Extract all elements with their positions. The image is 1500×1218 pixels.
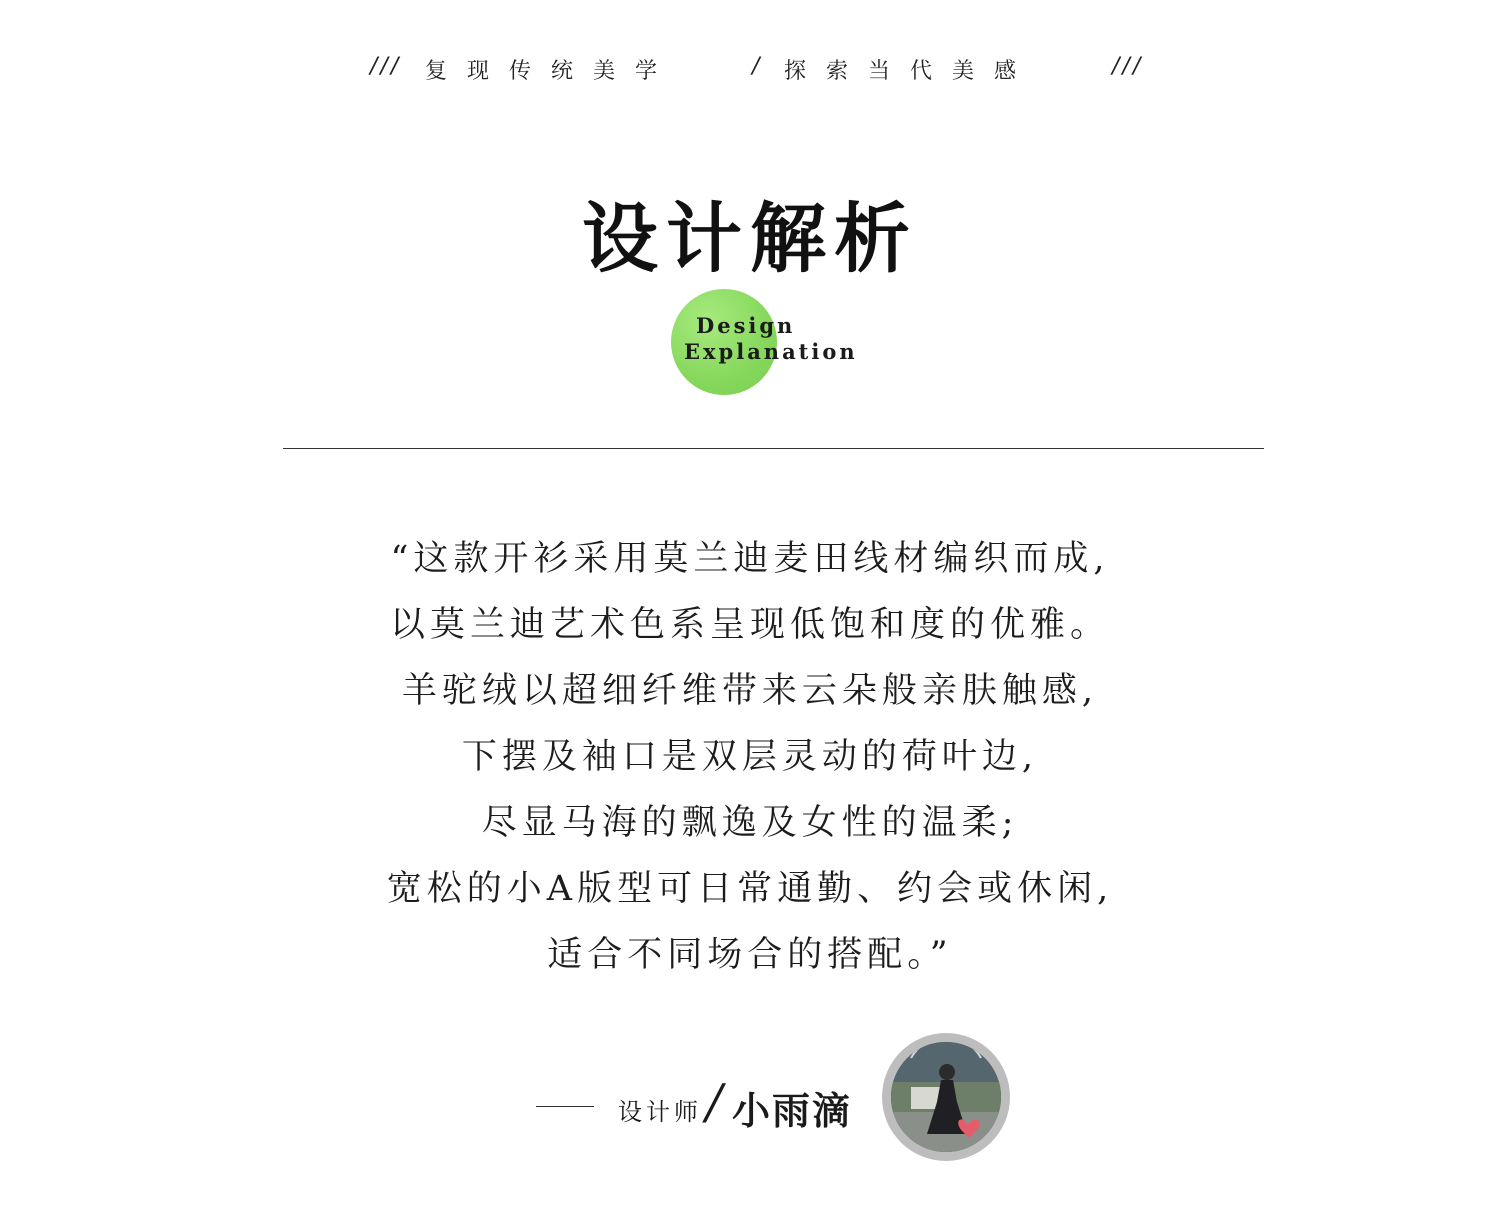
quote-line: 羊驼绒以超细纤维带来云朵般亲肤触感,	[401, 671, 1099, 711]
badge-line-explanation: Explanation	[684, 339, 858, 364]
section-divider	[283, 448, 1264, 449]
designer-role: 设计师	[618, 1098, 702, 1126]
designer-avatar-icon	[882, 1033, 1010, 1161]
page-title: 设计解析	[582, 194, 918, 283]
tagline-mid-slash: /	[752, 54, 760, 79]
badge-label	[684, 313, 858, 365]
badge-line-design: Design	[696, 313, 796, 338]
quote-line: 以莫兰迪艺术色系呈现低饱和度的优雅。	[389, 605, 1110, 645]
tagline-left-slashes: ///	[370, 54, 402, 79]
signature-slash: /	[706, 1074, 723, 1130]
designer-name: 小雨滴	[732, 1088, 853, 1133]
avatar-illustration-icon	[891, 1042, 1001, 1152]
design-quote	[0, 526, 1500, 988]
tagline	[0, 54, 1500, 90]
quote-line: 适合不同场合的搭配。”	[547, 935, 953, 975]
tagline-part2: 探索当代美感	[784, 59, 1037, 84]
tagline-part1: 复现传统美学	[425, 59, 678, 84]
quote-line: 尽显马海的飘逸及女性的温柔;	[481, 803, 1019, 843]
tagline-right-slashes: ///	[1112, 54, 1144, 79]
quote-line: 下摆及袖口是双层灵动的荷叶边,	[461, 737, 1039, 777]
avatar-photo	[891, 1042, 1001, 1152]
quote-line: 宽松的小A版型可日常通勤、约会或休闲,	[386, 869, 1114, 909]
quote-line: “这款开衫采用莫兰迪麦田线材编织而成,	[390, 539, 1110, 579]
signature-dash	[536, 1106, 594, 1107]
